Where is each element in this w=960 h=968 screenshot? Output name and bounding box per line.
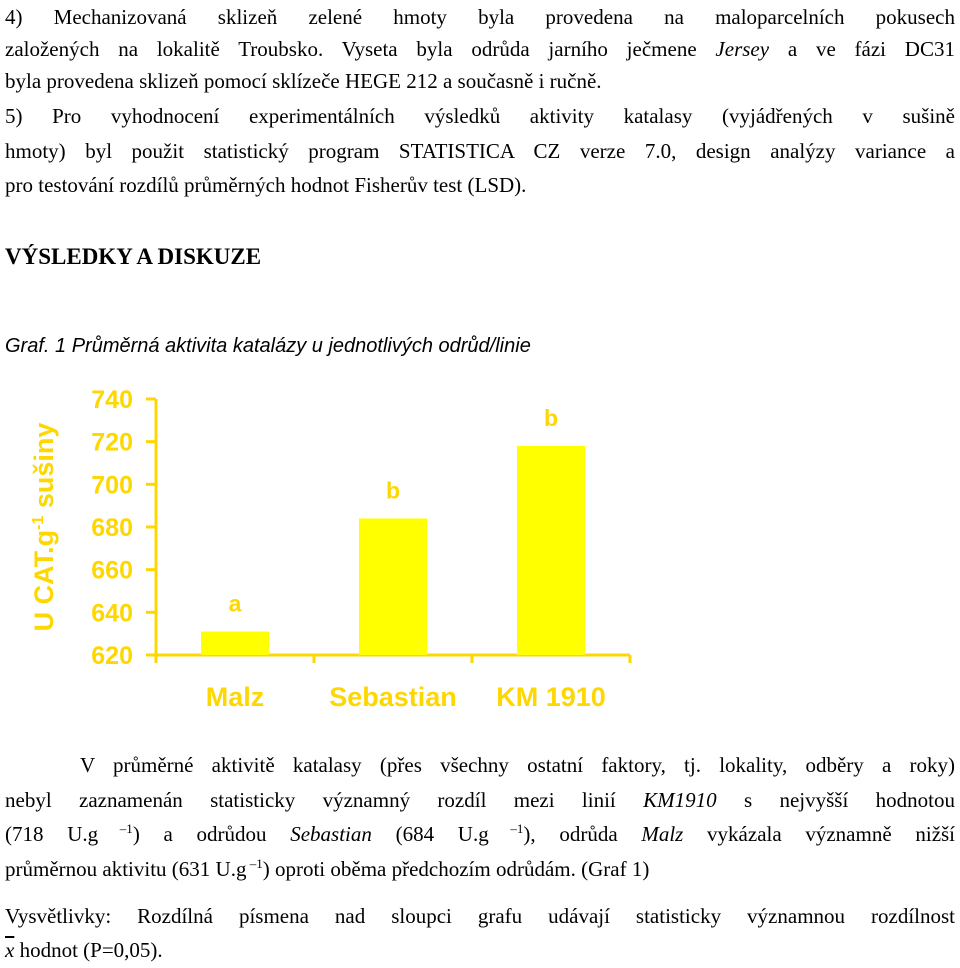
explanation-line-2 — [5, 933, 955, 967]
y-tick-label: 660 — [91, 556, 133, 585]
text-run: ), odrůda — [523, 822, 642, 846]
text-run: ) oproti oběma předchozím odrůdám. (Graf 1) — [262, 857, 650, 881]
text-run: (684 U.g — [371, 822, 489, 846]
significance-letter: b — [543, 404, 559, 431]
section-heading: VÝSLEDKY A DISKUZE — [5, 244, 262, 269]
bar-3 — [517, 446, 585, 655]
y-tick-label: 680 — [91, 514, 133, 542]
superscript: –1 — [488, 821, 524, 836]
text-run: hodnot (P=0,05). — [14, 938, 163, 962]
variety-name: Jersey — [715, 37, 770, 61]
results-line-1: V průměrné aktivitě katalasy (přes všechny ostatní faktory, tj. lokality, odběry a roky) — [80, 753, 955, 777]
chart-caption: Graf. 1 Průměrná aktivita katalázy u jednotlivých odrůd/linie — [5, 335, 531, 357]
text-run: vykázala významně nižší — [683, 822, 956, 846]
bar-2 — [359, 518, 427, 655]
paragraph-4-line-3: byla provedena sklizeň pomocí sklízeče HEGE 212 a současně i ručně. — [5, 69, 602, 93]
y-tick-label: 700 — [91, 471, 133, 500]
line-name: KM1910 — [643, 788, 717, 812]
paragraph-4-line-2 — [5, 32, 955, 66]
superscript: –1 — [98, 821, 133, 836]
variety-name: Malz — [641, 822, 684, 846]
bar-1 — [201, 632, 269, 655]
text-run: založených na lokalitě Troubsko. Vyseta byla odrůda jarního ječmene — [5, 37, 716, 61]
y-tick-label: 740 — [91, 386, 133, 414]
results-line-3 — [5, 817, 955, 851]
bar-chart — [0, 378, 660, 718]
category-label: Sebastian — [329, 682, 457, 712]
text-run: s nejvyšší hodnotou — [716, 788, 955, 812]
paragraph-5-line-3: pro testování rozdílů průměrných hodnot Fisherův test (LSD). — [5, 173, 527, 197]
text-run: (718 U.g — [5, 822, 99, 846]
mean-symbol: $\overline{x}$ — [5, 938, 15, 962]
y-tick-label: 620 — [91, 642, 133, 670]
explanation-line-1: Vysvětlivky: Rozdílná písmena nad sloupci grafu udávají statisticky významnou rozdílnost — [5, 904, 955, 928]
superscript: –1 — [246, 856, 263, 871]
text-run: a ve fázi DC31 — [769, 37, 955, 61]
results-line-4 — [5, 852, 955, 886]
results-line-2 — [5, 783, 955, 817]
y-axis-label: U $CAT.g^{-1}$ sušiny — [29, 422, 59, 632]
variety-name: Sebastian — [290, 822, 372, 846]
significance-letter: b — [385, 477, 401, 504]
category-label: KM 1910 — [496, 682, 606, 712]
text-run: ) a odrůdou — [132, 822, 291, 846]
y-tick-label: 720 — [91, 428, 133, 457]
category-label: Malz — [205, 682, 265, 712]
significance-letter: a — [228, 590, 242, 617]
y-tick-label: 640 — [91, 599, 133, 628]
text-run: průměrnou aktivitu (631 U.g — [5, 857, 247, 881]
paragraph-4-line-1: 4) Mechanizovaná sklizeň zelené hmoty byla provedena na maloparcelních pokusech — [5, 5, 955, 29]
text-run: nebyl zaznamenán statisticky významný rozdíl mezi linií — [5, 788, 644, 812]
paragraph-5-line-2: hmoty) byl použit statistický program STATISTICA CZ verze 7.0, design analýzy variance a — [5, 139, 955, 163]
paragraph-5-line-1: 5) Pro vyhodnocení experimentálních výsledků aktivity katalasy (vyjádřených v sušině — [5, 104, 955, 128]
